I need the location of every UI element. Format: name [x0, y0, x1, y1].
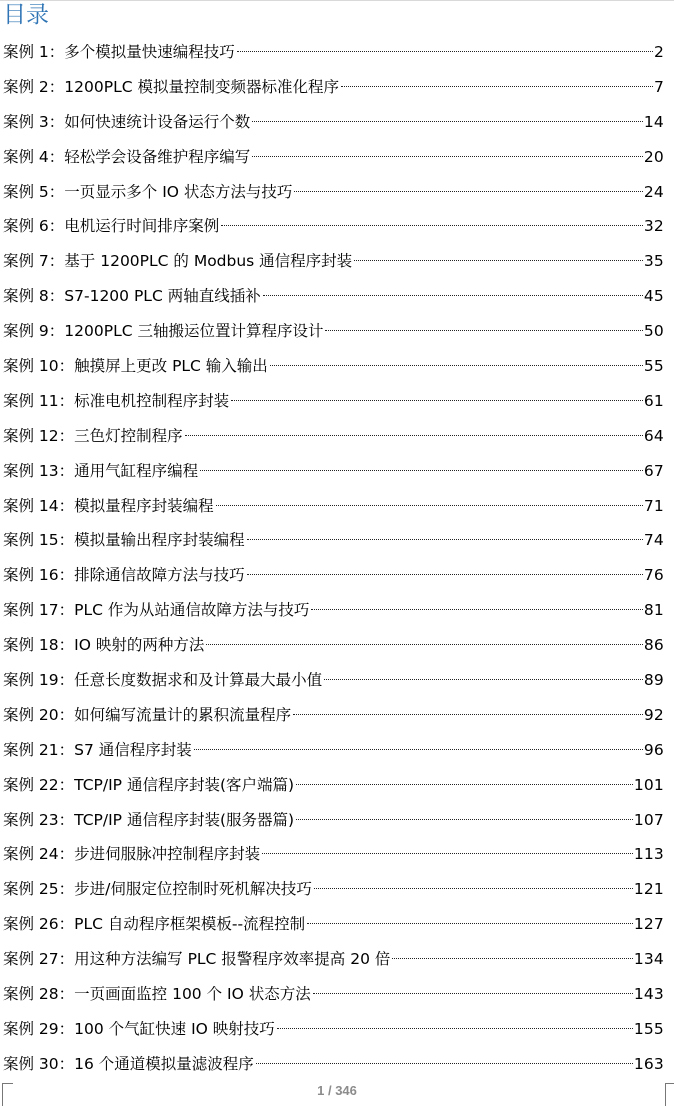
- toc-entry-page-number: 113: [633, 845, 664, 864]
- dot-leader: [247, 539, 643, 540]
- toc-entry-title: 案例 23：TCP/IP 通信程序封装(服务器篇): [3, 810, 295, 829]
- toc-entry-page-number: 71: [643, 496, 664, 515]
- toc-entry-page-number: 76: [643, 566, 664, 585]
- toc-entry-title: 案例 5：一页显示多个 IO 状态方法与技巧: [3, 182, 293, 201]
- toc-entry[interactable]: [0, 175, 664, 210]
- toc-entry-title: 案例 14：模拟量程序封装编程: [3, 496, 214, 515]
- toc-entry-page-number: 143: [633, 985, 664, 1004]
- dot-leader: [311, 609, 642, 610]
- toc-entry[interactable]: [0, 70, 664, 105]
- toc-entry-page-number: 134: [633, 950, 664, 969]
- toc-entry-title: 案例 21：S7 通信程序封装: [3, 740, 192, 759]
- toc-entry[interactable]: [0, 489, 664, 524]
- page-separator: /: [327, 1083, 332, 1098]
- toc-entry-page-number: 92: [643, 705, 664, 724]
- toc-entry-page-number: 55: [643, 357, 664, 376]
- toc-entry[interactable]: [0, 558, 664, 593]
- dot-leader: [392, 958, 632, 959]
- toc-entry[interactable]: [0, 314, 664, 349]
- dot-leader: [237, 51, 653, 52]
- toc-entry-page-number: 7: [653, 77, 664, 96]
- toc-entry-page-number: 163: [633, 1054, 664, 1073]
- toc-entry[interactable]: [0, 837, 664, 872]
- toc-entry-page-number: 155: [633, 1019, 664, 1038]
- dot-leader: [247, 574, 643, 575]
- top-border: [0, 0, 674, 1]
- toc-entry-page-number: 96: [643, 740, 664, 759]
- toc-entry[interactable]: [0, 35, 664, 70]
- dot-leader: [296, 819, 633, 820]
- toc-entry-page-number: 86: [643, 636, 664, 655]
- toc-entry-page-number: 45: [643, 287, 664, 306]
- toc-entry-page-number: 64: [643, 426, 664, 445]
- dot-leader: [277, 1028, 633, 1029]
- toc-entry[interactable]: [0, 523, 664, 558]
- dot-leader: [252, 121, 643, 122]
- toc-heading: 目录: [3, 2, 49, 28]
- toc-entry-title: 案例 1：多个模拟量快速编程技巧: [3, 43, 235, 61]
- toc-entry-page-number: 81: [643, 601, 664, 620]
- toc-entry[interactable]: [0, 140, 664, 175]
- toc-entry-title: 案例 24：步进伺服脉冲控制程序封装: [3, 845, 261, 864]
- toc-entry-page-number: 32: [643, 217, 664, 236]
- dot-leader: [200, 470, 643, 471]
- toc-entry-page-number: 107: [633, 810, 664, 829]
- toc-entry[interactable]: [0, 768, 664, 803]
- toc-entry-page-number: 24: [643, 182, 664, 201]
- toc-entry-title: 案例 12：三色灯控制程序: [3, 426, 183, 445]
- dot-leader: [341, 86, 653, 87]
- dot-leader: [262, 853, 633, 854]
- toc-entry[interactable]: [0, 593, 664, 628]
- toc-entry[interactable]: [0, 663, 664, 698]
- toc-entry[interactable]: [0, 803, 664, 838]
- dot-leader: [185, 435, 643, 436]
- dot-leader: [296, 784, 633, 785]
- dot-leader: [293, 714, 643, 715]
- toc-entry-title: 案例 8：S7-1200 PLC 两轴直线插补: [3, 287, 261, 306]
- dot-leader: [324, 679, 643, 680]
- dot-leader: [216, 505, 643, 506]
- toc-entry[interactable]: [0, 1047, 664, 1082]
- dot-leader: [325, 330, 642, 331]
- toc-entry-page-number: 101: [633, 775, 664, 794]
- toc-entry-page-number: 74: [643, 531, 664, 550]
- dot-leader: [231, 400, 643, 401]
- toc-entry-title: 案例 15：模拟量输出程序封装编程: [3, 531, 245, 550]
- toc-entry[interactable]: [0, 454, 664, 489]
- toc-entry[interactable]: [0, 419, 664, 454]
- page-indicator: [0, 1083, 674, 1098]
- toc-entry-title: 案例 30：16 个通道模拟量滤波程序: [3, 1054, 254, 1073]
- toc-entry-page-number: 127: [633, 915, 664, 934]
- toc-entry[interactable]: [0, 942, 664, 977]
- toc-entry[interactable]: [0, 872, 664, 907]
- toc-entry-title: 案例 9：1200PLC 三轴搬运位置计算程序设计: [3, 322, 324, 341]
- dot-leader: [294, 191, 642, 192]
- dot-leader: [307, 923, 633, 924]
- dot-leader: [263, 295, 643, 296]
- toc-entry-title: 案例 22：TCP/IP 通信程序封装(客户端篇): [3, 775, 295, 794]
- toc-entry-title: 案例 17：PLC 作为从站通信故障方法与技巧: [3, 601, 310, 620]
- toc-entry-title: 案例 6：电机运行时间排序案例: [3, 217, 220, 236]
- total-pages: 346: [335, 1083, 357, 1098]
- toc-entry[interactable]: [0, 907, 664, 942]
- toc-entry-title: 案例 19：任意长度数据求和及计算最大最小值: [3, 671, 323, 690]
- toc-entry-title: 案例 10：触摸屏上更改 PLC 输入输出: [3, 357, 268, 376]
- toc-entry-page-number: 35: [643, 252, 664, 271]
- dot-leader: [314, 888, 633, 889]
- dot-leader: [221, 225, 643, 226]
- toc-entry-title: 案例 29：100 个气缸快速 IO 映射技巧: [3, 1019, 275, 1038]
- toc-entry-page-number: 2: [653, 43, 664, 61]
- dot-leader: [270, 365, 643, 366]
- toc-entry[interactable]: [0, 244, 664, 279]
- toc-entry-title: 案例 13：通用气缸程序编程: [3, 461, 199, 480]
- toc-entry-title: 案例 3：如何快速统计设备运行个数: [3, 112, 251, 131]
- toc-entry-page-number: 20: [643, 147, 664, 166]
- toc-entry[interactable]: [0, 349, 664, 384]
- dot-leader: [194, 749, 643, 750]
- toc-entry-title: 案例 20：如何编写流量计的累积流量程序: [3, 705, 292, 724]
- toc-entry-title: 案例 4：轻松学会设备维护程序编写: [3, 147, 251, 166]
- toc-entry-title: 案例 2：1200PLC 模拟量控制变频器标准化程序: [3, 77, 339, 96]
- dot-leader: [252, 156, 643, 157]
- toc-entry[interactable]: [0, 384, 664, 419]
- dot-leader: [206, 644, 643, 645]
- toc-entry[interactable]: [0, 1012, 664, 1047]
- toc-entry-page-number: 50: [643, 322, 664, 341]
- toc-entry-page-number: 121: [633, 880, 664, 899]
- toc-entry[interactable]: [0, 698, 664, 733]
- toc-entry[interactable]: [0, 209, 664, 244]
- toc-entry-page-number: 14: [643, 112, 664, 131]
- toc-entry[interactable]: [0, 105, 664, 140]
- toc-entry-title: 案例 28：一页画面监控 100 个 IO 状态方法: [3, 985, 311, 1004]
- toc-entry-title: 案例 11：标准电机控制程序封装: [3, 391, 230, 410]
- toc-entry[interactable]: [0, 628, 664, 663]
- dot-leader: [256, 1063, 633, 1064]
- toc-entry-title: 案例 18：IO 映射的两种方法: [3, 636, 205, 655]
- table-of-contents: [0, 35, 664, 1082]
- toc-entry-page-number: 61: [643, 391, 664, 410]
- toc-entry[interactable]: [0, 977, 664, 1012]
- dot-leader: [354, 260, 643, 261]
- toc-entry-title: 案例 26：PLC 自动程序框架模板--流程控制: [3, 915, 306, 934]
- toc-entry[interactable]: [0, 279, 664, 314]
- toc-entry-title: 案例 27：用这种方法编写 PLC 报警程序效率提高 20 倍: [3, 950, 391, 969]
- current-page: 1: [317, 1083, 325, 1098]
- dot-leader: [313, 993, 633, 994]
- toc-entry[interactable]: [0, 733, 664, 768]
- toc-entry-page-number: 89: [643, 671, 664, 690]
- toc-entry-page-number: 67: [643, 461, 664, 480]
- toc-entry-title: 案例 16：排除通信故障方法与技巧: [3, 566, 245, 585]
- toc-entry-title: 案例 25：步进/伺服定位控制时死机解决技巧: [3, 880, 312, 899]
- toc-entry-title: 案例 7：基于 1200PLC 的 Modbus 通信程序封装: [3, 252, 353, 271]
